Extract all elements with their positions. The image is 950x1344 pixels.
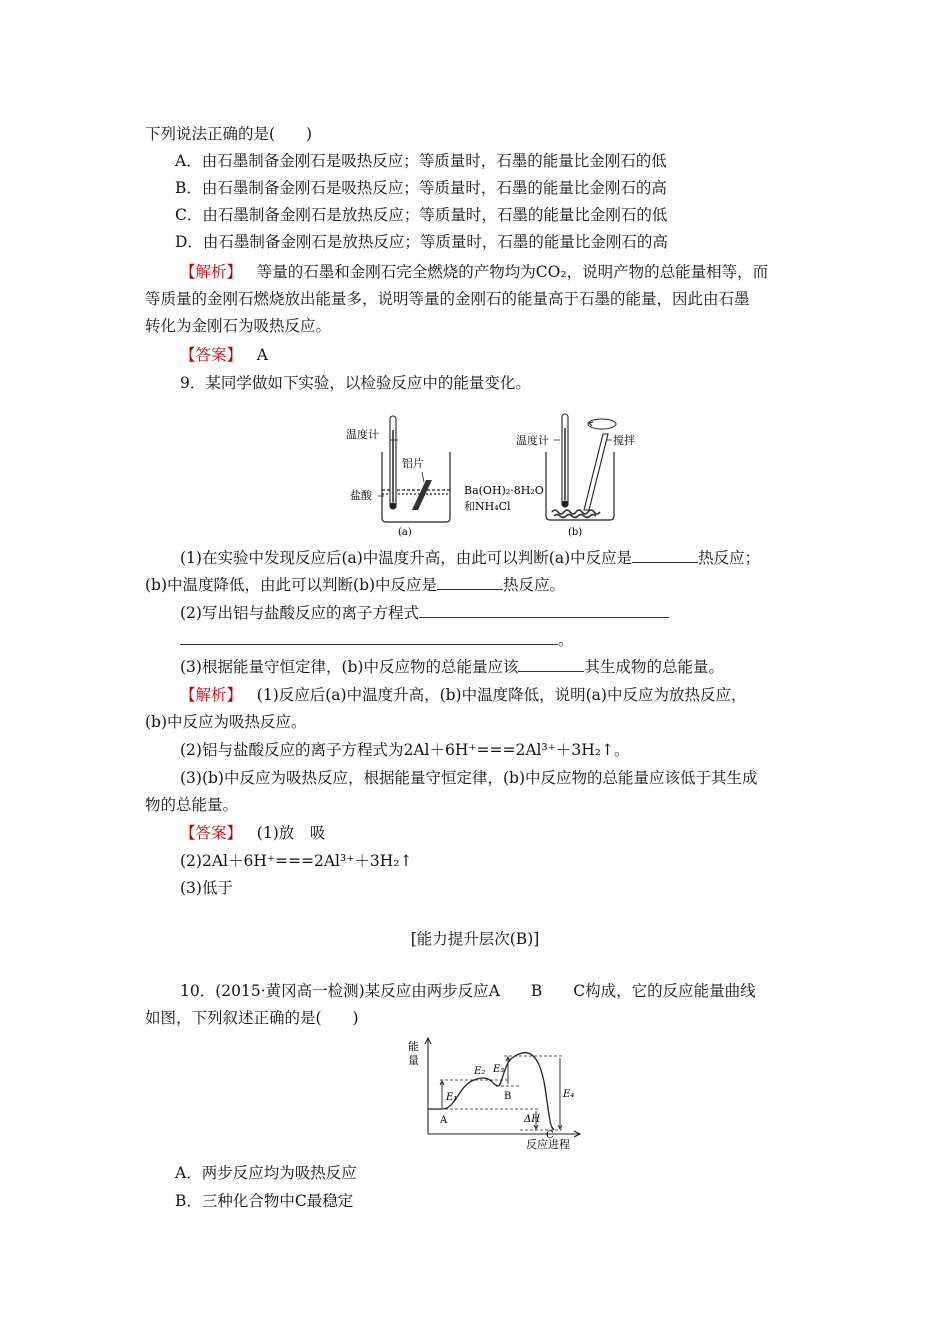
q9-answer-line-1 [180, 823, 325, 843]
y-label-2: 量 [408, 1054, 419, 1067]
q9-apparatus-figure [340, 410, 640, 540]
label-reagent-1: Ba(OH)₂·8H₂O [464, 484, 544, 497]
thermometer-a [390, 416, 397, 510]
part3-text-a: (3)根据能量守恒定律，(b)中反应物的总能量应该 [180, 658, 519, 676]
label-e1: E₁ [446, 1092, 458, 1103]
answer-text: A [256, 346, 268, 364]
q8-stem: 下列说法正确的是( ) [145, 125, 313, 143]
caption-a: (a) [398, 527, 412, 538]
q9-part1-line2 [145, 575, 565, 595]
q10-option-b: B．三种化合物中C最稳定 [175, 1192, 354, 1210]
stirring-rod [584, 419, 616, 510]
aluminum-foil [412, 480, 432, 510]
y-label-1: 能 [408, 1040, 419, 1053]
label-a: A [440, 1115, 448, 1126]
q8-option-b: B．由石墨制备金刚石是吸热反应；等质量时，石墨的能量比金刚石的高 [175, 179, 667, 197]
part1-text-b: 热反应； [698, 549, 761, 567]
q9-analysis-line-4: (3)(b)中反应为吸热反应，根据能量守恒定律，(b)中反应物的总能量应该低于其生成 [180, 769, 758, 787]
answer-blank-2[interactable] [437, 575, 503, 590]
section-title: [能力提升层次(B)] [410, 930, 540, 948]
q9-analysis-line-3: (2)铝与盐酸反应的离子方程式为2Al＋6H⁺===2Al³⁺＋3H₂↑。 [180, 741, 630, 759]
analysis-text: 等量的石墨和金刚石完全燃烧的产物均为CO₂，说明产物的总能量相等，而 [256, 263, 769, 281]
analysis-tag: 【解析】 [180, 263, 243, 281]
part1-text-c: (b)中温度降低，由此可以判断(b)中反应是 [145, 576, 438, 594]
q9-stem: 9．某同学做如下实验，以检验反应中的能量变化。 [180, 374, 531, 392]
x-label: 反应进程 [526, 1138, 570, 1151]
q9-analysis-line-5: 物的总能量。 [145, 796, 239, 814]
label-e3: E₃ [493, 1064, 505, 1075]
part3-text-b: 其生成物的总能量。 [584, 658, 724, 676]
q9-part2-line2 [180, 630, 574, 650]
part2-text: (2)写出铝与盐酸反应的离子方程式 [180, 604, 419, 622]
q9-part2-line1 [180, 603, 669, 623]
q8-analysis-line-3: 转化为金刚石为吸热反应。 [145, 317, 332, 335]
powder-b [552, 510, 600, 518]
q9-analysis-line-1 [180, 685, 746, 705]
part1-text-a: (1)在实验中发现反应后(a)中温度升高，由此可以判断(a)中反应是 [180, 549, 633, 567]
answer-blank-1[interactable] [632, 548, 698, 563]
answer-tag: 【答案】 [180, 824, 243, 842]
q9-part3 [180, 657, 724, 677]
analysis-tag: 【解析】 [180, 686, 243, 704]
part2-end: 。 [558, 631, 574, 649]
label-dh: ΔH [524, 1114, 540, 1125]
q9-answer-line-2: (2)2Al＋6H⁺===2Al³⁺＋3H₂↑ [180, 852, 413, 870]
q10-option-a: A．两步反应均为吸热反应 [175, 1164, 357, 1182]
q10-energy-diagram [400, 1034, 590, 1152]
q8-option-c: C．由石墨制备金刚石是放热反应；等质量时，石墨的能量比金刚石的低 [175, 206, 668, 224]
q9-analysis-line-2: (b)中反应为吸热反应。 [145, 713, 307, 731]
q10-stem-line-1: 10．(2015·黄冈高一检测)某反应由两步反应A B C构成，它的反应能量曲线 [180, 982, 756, 1000]
answer-blank-3[interactable] [419, 603, 669, 618]
q8-analysis-line-1 [180, 262, 768, 282]
label-foil: 铝片 [402, 457, 424, 470]
label-acid: 盐酸 [350, 489, 372, 502]
answer-text: (1)放 吸 [256, 824, 326, 842]
q9-answer-line-3: (3)低于 [180, 879, 233, 897]
answer-tag: 【答案】 [180, 346, 243, 364]
label-c: C [546, 1130, 554, 1141]
analysis-text: (1)反应后(a)中温度升高，(b)中温度降低，说明(a)中反应为放热反应， [256, 686, 747, 704]
label-b: B [504, 1091, 512, 1102]
answer-blank-4[interactable] [180, 630, 558, 645]
label-reagent-2: 和NH₄Cl [464, 500, 511, 513]
q8-answer-line [180, 345, 268, 365]
label-thermometer-b: 温度计 [516, 434, 549, 447]
part1-text-d: 热反应。 [503, 576, 566, 594]
label-stir: 搅拌 [613, 434, 635, 447]
label-e4: E₄ [563, 1089, 575, 1100]
label-thermometer-a: 温度计 [346, 428, 379, 441]
caption-b: (b) [568, 527, 583, 538]
q9-part1-line1 [180, 548, 760, 568]
label-e2: E₂ [474, 1066, 486, 1077]
q10-stem-line-2: 如图，下列叙述正确的是( ) [145, 1009, 359, 1027]
q8-option-d: D．由石墨制备金刚石是放热反应；等质量时，石墨的能量比金刚石的高 [175, 233, 668, 251]
q8-analysis-line-2: 等质量的金刚石燃烧放出能量多，说明等量的金刚石的能量高于石墨的能量，因此由石墨 [145, 290, 750, 308]
answer-blank-5[interactable] [518, 657, 584, 672]
thermometer-b [562, 414, 569, 508]
q8-option-a: A．由石墨制备金刚石是吸热反应；等质量时，石墨的能量比金刚石的低 [175, 152, 667, 170]
